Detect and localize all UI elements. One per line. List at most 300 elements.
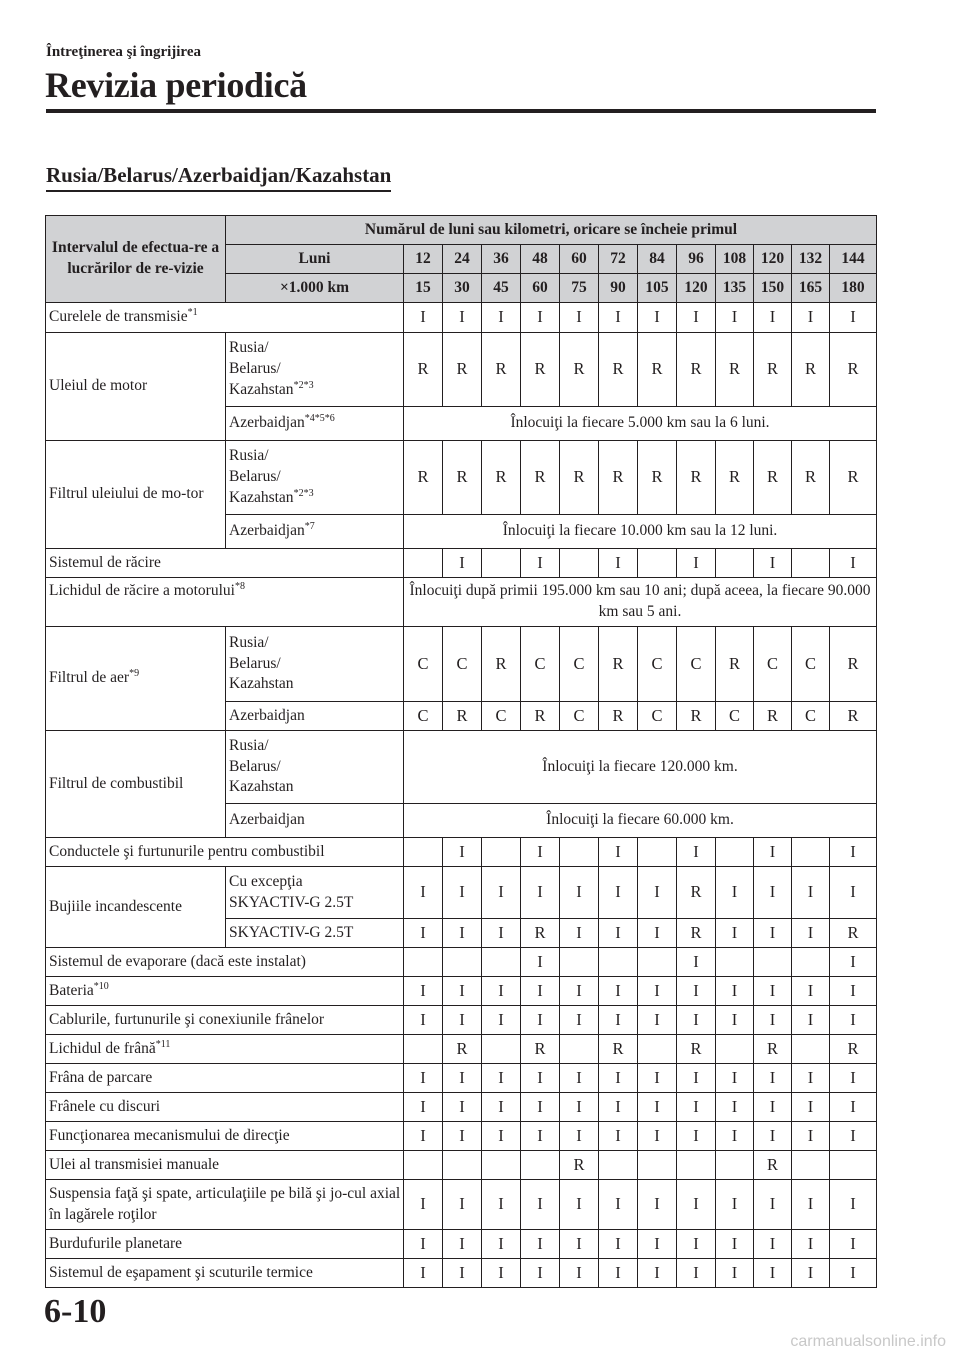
- mark-cell: R: [638, 441, 677, 515]
- header-cell: 84: [638, 245, 677, 274]
- mark-cell: R: [830, 441, 877, 515]
- mark-cell: [792, 1151, 830, 1180]
- mark-cell: I: [792, 1259, 830, 1288]
- mark-cell: [482, 1151, 521, 1180]
- mark-cell: I: [716, 867, 754, 919]
- interval-note: Înlocuiţi la fiecare 10.000 km sau la 12 luni.: [404, 515, 877, 549]
- mark-cell: I: [830, 303, 877, 333]
- mark-cell: I: [521, 1259, 560, 1288]
- group-header: Numărul de luni sau kilometri, oricare se încheie primul: [226, 216, 877, 245]
- mark-cell: I: [754, 1093, 792, 1122]
- mark-cell: I: [560, 1122, 599, 1151]
- mark-cell: I: [677, 1064, 716, 1093]
- mark-cell: I: [599, 1259, 638, 1288]
- mark-cell: [792, 1035, 830, 1064]
- mark-cell: R: [443, 1035, 482, 1064]
- mark-cell: I: [830, 977, 877, 1006]
- mark-cell: R: [521, 1035, 560, 1064]
- mark-cell: R: [599, 702, 638, 731]
- mark-cell: I: [599, 1122, 638, 1151]
- mark-cell: [716, 948, 754, 977]
- table-row: [46, 1259, 877, 1288]
- mark-cell: I: [482, 1064, 521, 1093]
- item-label: Bateria$^{*10}$: [46, 977, 404, 1006]
- mark-cell: R: [599, 333, 638, 407]
- mark-cell: I: [638, 1230, 677, 1259]
- mark-cell: I: [792, 1230, 830, 1259]
- mark-cell: R: [716, 441, 754, 515]
- mark-cell: R: [677, 867, 716, 919]
- mark-cell: I: [443, 1006, 482, 1035]
- mark-cell: I: [716, 919, 754, 948]
- mark-cell: I: [599, 1064, 638, 1093]
- watermark: carmanualsonline.info: [790, 1333, 946, 1350]
- mark-cell: I: [482, 303, 521, 333]
- mark-cell: I: [716, 1064, 754, 1093]
- item-label: Filtrul uleiului de mo-tor: [46, 441, 226, 549]
- mark-cell: R: [830, 333, 877, 407]
- table-row: [46, 549, 877, 578]
- mark-cell: I: [560, 1180, 599, 1230]
- mark-cell: C: [638, 702, 677, 731]
- header-cell: 60: [560, 245, 599, 274]
- mark-cell: I: [638, 867, 677, 919]
- mark-cell: [560, 1035, 599, 1064]
- mark-cell: I: [754, 867, 792, 919]
- mark-cell: I: [521, 977, 560, 1006]
- mark-cell: I: [830, 1093, 877, 1122]
- mark-cell: I: [482, 1259, 521, 1288]
- item-label: Sistemul de eşapament şi scuturile termice: [46, 1259, 404, 1288]
- table-row: [46, 627, 877, 702]
- header-cell: 144: [830, 245, 877, 274]
- mark-cell: I: [754, 303, 792, 333]
- table-row: [46, 1064, 877, 1093]
- variant-label: Rusia/ Belarus/ Kazahstan$^{*2*3}$: [226, 333, 404, 407]
- variant-label: Azerbaidjan: [226, 804, 404, 838]
- mark-cell: R: [677, 702, 716, 731]
- mark-cell: I: [443, 1064, 482, 1093]
- mark-cell: [404, 838, 443, 867]
- interval-note: Înlocuiţi la fiecare 120.000 km.: [404, 731, 877, 804]
- item-label: Curelele de transmisie$^{*1}$: [46, 303, 404, 333]
- mark-cell: I: [677, 1180, 716, 1230]
- header-cell: 180: [830, 274, 877, 303]
- mark-cell: I: [560, 1006, 599, 1035]
- mark-cell: I: [560, 919, 599, 948]
- mark-cell: [599, 948, 638, 977]
- header-cell: 108: [716, 245, 754, 274]
- page-title: Revizia periodică: [45, 65, 307, 105]
- mark-cell: R: [792, 333, 830, 407]
- mark-cell: C: [482, 702, 521, 731]
- mark-cell: R: [830, 627, 877, 702]
- mark-cell: I: [404, 1180, 443, 1230]
- mark-cell: I: [404, 1122, 443, 1151]
- mark-cell: I: [404, 977, 443, 1006]
- page-number: 6-10: [44, 1293, 107, 1330]
- table-row: [46, 578, 877, 627]
- mark-cell: I: [830, 948, 877, 977]
- mark-cell: I: [599, 838, 638, 867]
- table-row: [46, 731, 877, 804]
- mark-cell: C: [443, 627, 482, 702]
- mark-cell: R: [560, 1151, 599, 1180]
- mark-cell: I: [443, 303, 482, 333]
- mark-cell: I: [754, 549, 792, 578]
- mark-cell: I: [443, 1259, 482, 1288]
- mark-cell: [638, 838, 677, 867]
- mark-cell: I: [638, 303, 677, 333]
- mark-cell: R: [754, 1151, 792, 1180]
- mark-cell: I: [599, 867, 638, 919]
- mark-cell: I: [830, 838, 877, 867]
- mark-cell: R: [521, 441, 560, 515]
- mark-cell: I: [560, 303, 599, 333]
- mark-cell: I: [599, 303, 638, 333]
- mark-cell: R: [599, 441, 638, 515]
- mark-cell: C: [638, 627, 677, 702]
- interval-note: Înlocuiţi la fiecare 5.000 km sau la 6 luni.: [404, 407, 877, 441]
- mark-cell: I: [754, 919, 792, 948]
- mark-cell: R: [830, 919, 877, 948]
- variant-label: Cu excepţia SKYACTIV-G 2.5T: [226, 867, 404, 919]
- mark-cell: I: [754, 1122, 792, 1151]
- mark-cell: I: [638, 1064, 677, 1093]
- mark-cell: I: [754, 1230, 792, 1259]
- mark-cell: [638, 1035, 677, 1064]
- mark-cell: I: [792, 1180, 830, 1230]
- mark-cell: I: [521, 1122, 560, 1151]
- mark-cell: [677, 1151, 716, 1180]
- item-label: Lichidul de răcire a motorului$^{*8}$: [46, 578, 404, 627]
- mark-cell: I: [638, 1093, 677, 1122]
- mark-cell: I: [521, 303, 560, 333]
- mark-cell: [716, 549, 754, 578]
- header-cell: 30: [443, 274, 482, 303]
- mark-cell: R: [443, 702, 482, 731]
- table-row: [46, 1093, 877, 1122]
- mark-cell: R: [404, 333, 443, 407]
- mark-cell: I: [599, 919, 638, 948]
- mark-cell: [560, 838, 599, 867]
- mark-cell: R: [830, 702, 877, 731]
- maintenance-schedule-table: [45, 215, 877, 1288]
- table-row: [46, 1035, 877, 1064]
- header-cell: 90: [599, 274, 638, 303]
- mark-cell: I: [560, 1064, 599, 1093]
- mark-cell: I: [482, 1093, 521, 1122]
- mark-cell: R: [443, 333, 482, 407]
- mark-cell: C: [754, 627, 792, 702]
- mark-cell: R: [754, 1035, 792, 1064]
- header-cell: 120: [754, 245, 792, 274]
- mark-cell: I: [792, 303, 830, 333]
- mark-cell: I: [560, 1093, 599, 1122]
- item-label: Frâna de parcare: [46, 1064, 404, 1093]
- header-cell: 165: [792, 274, 830, 303]
- title-rule: [46, 109, 876, 113]
- mark-cell: [716, 1035, 754, 1064]
- header-cell: 72: [599, 245, 638, 274]
- mark-cell: I: [482, 977, 521, 1006]
- mark-cell: [638, 1151, 677, 1180]
- mark-cell: R: [521, 333, 560, 407]
- mark-cell: R: [677, 333, 716, 407]
- mark-cell: I: [482, 867, 521, 919]
- mark-cell: R: [830, 1035, 877, 1064]
- header-cell: 120: [677, 274, 716, 303]
- mark-cell: [599, 1151, 638, 1180]
- mark-cell: I: [754, 1006, 792, 1035]
- mark-cell: [716, 838, 754, 867]
- mark-cell: I: [792, 1006, 830, 1035]
- mark-cell: I: [792, 1064, 830, 1093]
- mark-cell: I: [716, 1259, 754, 1288]
- mark-cell: I: [404, 1230, 443, 1259]
- mark-cell: I: [638, 977, 677, 1006]
- mark-cell: I: [404, 1093, 443, 1122]
- mark-cell: C: [792, 702, 830, 731]
- mark-cell: I: [599, 549, 638, 578]
- item-label: Sistemul de răcire: [46, 549, 404, 578]
- interval-header: Intervalul de efectua-re a lucrărilor de re-vizie: [46, 216, 226, 303]
- item-label: Lichidul de frână$^{*11}$: [46, 1035, 404, 1064]
- table-row: [46, 1230, 877, 1259]
- mark-cell: I: [482, 1006, 521, 1035]
- variant-label: Azerbaidjan$^{*7}$: [226, 515, 404, 549]
- breadcrumb: Întreţinerea şi îngrijirea: [46, 44, 201, 60]
- mark-cell: I: [677, 948, 716, 977]
- mark-cell: [482, 838, 521, 867]
- mark-cell: [754, 948, 792, 977]
- mark-cell: I: [482, 1180, 521, 1230]
- header-cell: 12: [404, 245, 443, 274]
- table-row: [46, 948, 877, 977]
- mark-cell: R: [754, 333, 792, 407]
- interval-note: Înlocuiţi la fiecare 60.000 km.: [404, 804, 877, 838]
- mark-cell: [443, 1151, 482, 1180]
- mark-cell: I: [443, 549, 482, 578]
- mark-cell: I: [754, 1064, 792, 1093]
- mark-cell: [404, 1151, 443, 1180]
- mark-cell: I: [830, 1230, 877, 1259]
- mark-cell: [560, 948, 599, 977]
- mark-cell: I: [404, 919, 443, 948]
- table-row: [46, 333, 877, 407]
- mark-cell: I: [521, 1230, 560, 1259]
- header-cell: 150: [754, 274, 792, 303]
- mark-cell: I: [521, 1064, 560, 1093]
- header-cell: 135: [716, 274, 754, 303]
- item-label: Uleiul de motor: [46, 333, 226, 441]
- mark-cell: [482, 549, 521, 578]
- mark-cell: I: [677, 1093, 716, 1122]
- mark-cell: I: [521, 1180, 560, 1230]
- mark-cell: I: [830, 1180, 877, 1230]
- mark-cell: I: [521, 1093, 560, 1122]
- mark-cell: [830, 1151, 877, 1180]
- mark-cell: R: [482, 627, 521, 702]
- item-label: Cablurile, furtunurile şi conexiunile frânelor: [46, 1006, 404, 1035]
- mark-cell: R: [443, 441, 482, 515]
- mark-cell: [443, 948, 482, 977]
- mark-cell: R: [482, 441, 521, 515]
- mark-cell: R: [521, 702, 560, 731]
- mark-cell: I: [521, 867, 560, 919]
- mark-cell: I: [482, 1122, 521, 1151]
- header-cell: 15: [404, 274, 443, 303]
- mark-cell: I: [443, 867, 482, 919]
- mark-cell: I: [482, 1230, 521, 1259]
- mark-cell: R: [677, 919, 716, 948]
- mark-cell: I: [521, 1006, 560, 1035]
- mark-cell: I: [716, 303, 754, 333]
- mark-cell: I: [638, 919, 677, 948]
- mark-cell: I: [638, 1180, 677, 1230]
- mark-cell: I: [404, 303, 443, 333]
- mark-cell: I: [677, 838, 716, 867]
- variant-label: Rusia/ Belarus/ Kazahstan$^{*2*3}$: [226, 441, 404, 515]
- mark-cell: I: [792, 1122, 830, 1151]
- mark-cell: I: [560, 1230, 599, 1259]
- mark-cell: I: [599, 977, 638, 1006]
- mark-cell: I: [560, 1259, 599, 1288]
- mark-cell: I: [521, 549, 560, 578]
- mark-cell: R: [792, 441, 830, 515]
- mark-cell: I: [638, 1006, 677, 1035]
- mark-cell: I: [443, 1093, 482, 1122]
- mark-cell: I: [443, 977, 482, 1006]
- mark-cell: I: [482, 919, 521, 948]
- mark-cell: R: [638, 333, 677, 407]
- mark-cell: I: [792, 919, 830, 948]
- mark-cell: I: [404, 1259, 443, 1288]
- interval-note: Înlocuiţi după primii 195.000 km sau 10 ani; după aceea, la fiecare 90.000 km sau 5 ani.: [404, 578, 877, 627]
- mark-cell: I: [716, 1122, 754, 1151]
- item-label: Sistemul de evaporare (dacă este instalat): [46, 948, 404, 977]
- mark-cell: R: [677, 441, 716, 515]
- mark-cell: R: [754, 702, 792, 731]
- variant-label: Azerbaidjan: [226, 702, 404, 731]
- mark-cell: I: [716, 1230, 754, 1259]
- mark-cell: I: [443, 1122, 482, 1151]
- mark-cell: C: [404, 627, 443, 702]
- header-cell: 60: [521, 274, 560, 303]
- mark-cell: [638, 948, 677, 977]
- mark-cell: C: [404, 702, 443, 731]
- table-row: [46, 1122, 877, 1151]
- mark-cell: [482, 1035, 521, 1064]
- mark-cell: I: [404, 867, 443, 919]
- header-cell: 24: [443, 245, 482, 274]
- header-cell: 132: [792, 245, 830, 274]
- mark-cell: [404, 549, 443, 578]
- mark-cell: I: [830, 867, 877, 919]
- mark-cell: I: [677, 977, 716, 1006]
- mark-cell: I: [792, 977, 830, 1006]
- table-row: [46, 838, 877, 867]
- mark-cell: I: [830, 1259, 877, 1288]
- table-row: [46, 1180, 877, 1230]
- mark-cell: I: [404, 1006, 443, 1035]
- mark-cell: I: [792, 1093, 830, 1122]
- table-row: [46, 1006, 877, 1035]
- header-cell: 105: [638, 274, 677, 303]
- mark-cell: R: [599, 1035, 638, 1064]
- mark-cell: I: [677, 1230, 716, 1259]
- mark-cell: R: [521, 919, 560, 948]
- mark-cell: [792, 838, 830, 867]
- mark-cell: I: [830, 549, 877, 578]
- mark-cell: I: [560, 977, 599, 1006]
- mark-cell: I: [677, 1122, 716, 1151]
- mark-cell: I: [443, 838, 482, 867]
- mark-cell: C: [677, 627, 716, 702]
- mark-cell: R: [677, 1035, 716, 1064]
- mark-cell: [792, 948, 830, 977]
- header-cell: 45: [482, 274, 521, 303]
- mark-cell: C: [521, 627, 560, 702]
- item-label: Ulei al transmisiei manuale: [46, 1151, 404, 1180]
- variant-label: Rusia/ Belarus/ Kazahstan: [226, 627, 404, 702]
- mark-cell: C: [792, 627, 830, 702]
- table-row: [46, 441, 877, 515]
- mark-cell: I: [521, 838, 560, 867]
- section-title: Rusia/Belarus/Azerbaidjan/Kazahstan: [46, 163, 391, 192]
- mark-cell: I: [443, 1230, 482, 1259]
- mark-cell: R: [754, 441, 792, 515]
- mark-cell: [404, 1035, 443, 1064]
- mark-cell: I: [716, 1093, 754, 1122]
- mark-cell: I: [716, 1006, 754, 1035]
- mark-cell: [716, 1151, 754, 1180]
- mark-cell: I: [677, 549, 716, 578]
- mark-cell: I: [677, 1259, 716, 1288]
- item-label: Bujiile incandescente: [46, 867, 226, 948]
- mark-cell: R: [599, 627, 638, 702]
- mark-cell: C: [560, 702, 599, 731]
- mark-cell: I: [599, 1230, 638, 1259]
- table-row: [46, 977, 877, 1006]
- item-label: Frânele cu discuri: [46, 1093, 404, 1122]
- mark-cell: [792, 549, 830, 578]
- item-label: Funcţionarea mecanismului de direcţie: [46, 1122, 404, 1151]
- variant-label: Rusia/ Belarus/ Kazahstan: [226, 731, 404, 804]
- table-row: [46, 867, 877, 919]
- mark-cell: R: [716, 627, 754, 702]
- mark-cell: I: [638, 1259, 677, 1288]
- mark-cell: [560, 549, 599, 578]
- mark-cell: I: [599, 1093, 638, 1122]
- header-cell: 96: [677, 245, 716, 274]
- mark-cell: R: [560, 441, 599, 515]
- mark-cell: I: [830, 1122, 877, 1151]
- mark-cell: C: [716, 702, 754, 731]
- header-cell: 48: [521, 245, 560, 274]
- mark-cell: I: [754, 1180, 792, 1230]
- variant-label: SKYACTIV-G 2.5T: [226, 919, 404, 948]
- mark-cell: I: [716, 1180, 754, 1230]
- mark-cell: I: [560, 867, 599, 919]
- mark-cell: I: [754, 977, 792, 1006]
- table-row: [46, 1151, 877, 1180]
- mark-cell: [521, 1151, 560, 1180]
- mark-cell: I: [830, 1006, 877, 1035]
- mark-cell: I: [599, 1006, 638, 1035]
- item-label: Filtrul de aer$^{*9}$: [46, 627, 226, 731]
- mark-cell: R: [716, 333, 754, 407]
